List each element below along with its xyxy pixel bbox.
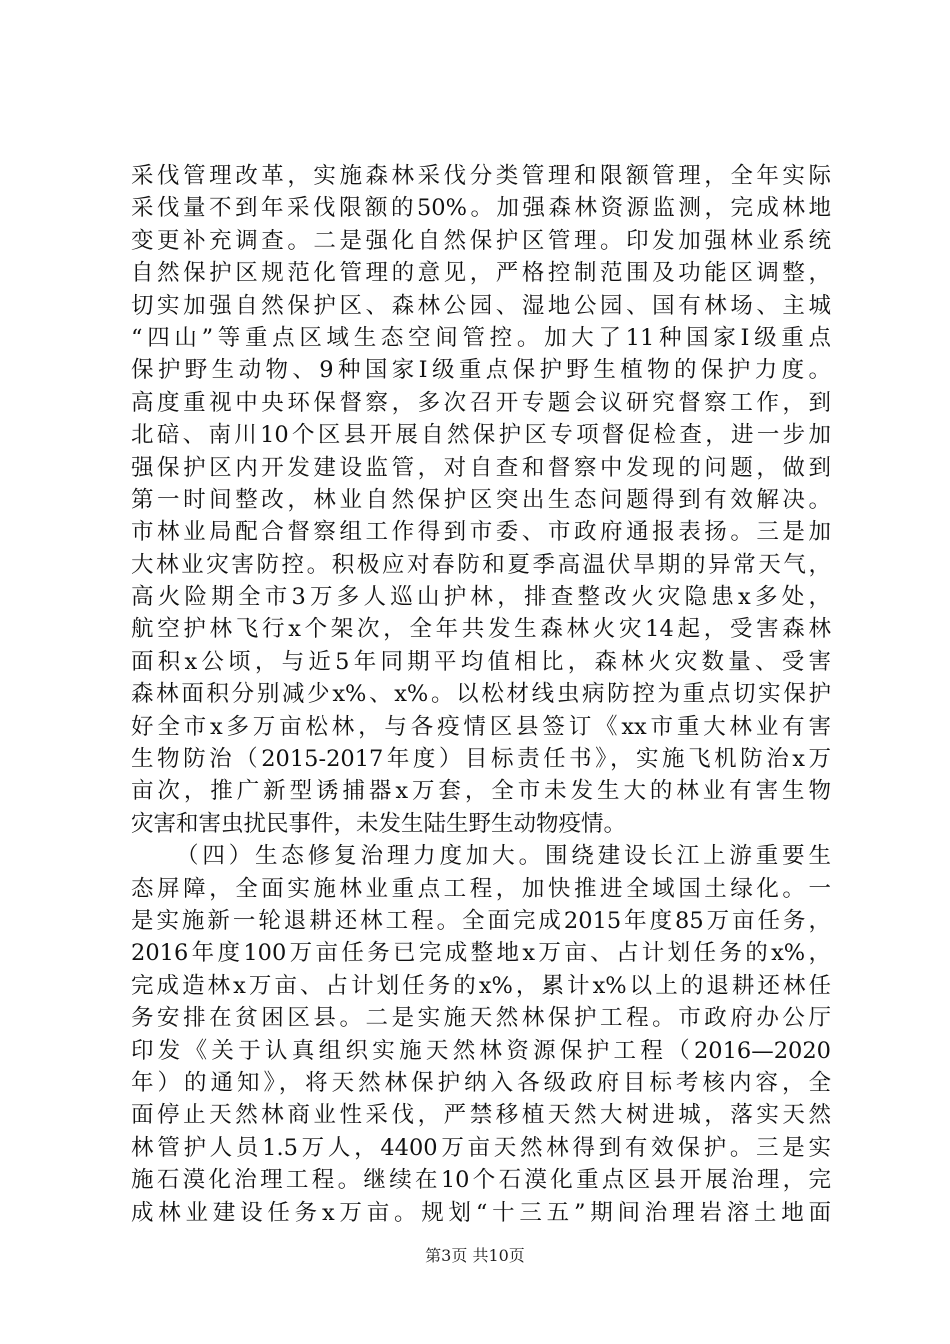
text-line: 亩次，推广新型诱捕器x万套，全市未发生大的林业有害生物 [131,778,831,805]
text-line: 面停止天然林商业性采伐，严禁移植天然大树进城，落实天然 [131,1102,831,1129]
text-line: 印发《关于认真组织实施天然林资源保护工程（2016—2020 [131,1037,831,1064]
text-line: 变更补充调查。二是强化自然保护区管理。印发加强林业系统 [131,227,831,254]
text-line: 是实施新一轮退耕还林工程。全面完成2015年度85万亩任务， [131,907,831,934]
text-line: 施石漠化治理工程。继续在10个石漠化重点区县开展治理，完 [131,1167,831,1194]
text-line: 强保护区内开发建设监管，对自查和督察中发现的问题，做到 [131,454,831,481]
page-number-footer: 第3页 共10页 [425,1246,525,1265]
text-line: 年）的通知》，将天然林保护纳入各级政府目标考核内容，全 [131,1069,831,1096]
text-line: 务安排在贫困区县。二是实施天然林保护工程。市政府办公厅 [131,1005,831,1032]
text-line: 生物防治（2015-2017年度）目标责任书》，实施飞机防治x万 [131,746,831,773]
text-line: 第一时间整改，林业自然保护区突出生态问题得到有效解决。 [131,486,831,513]
text-line: 高火险期全市3万多人巡山护林，排查整改火灾隐患x多处， [131,584,831,611]
text-line: 林管护人员1.5万人，4400万亩天然林得到有效保护。三是实 [131,1134,831,1161]
text-line: 保护野生动物、9种国家Ⅰ级重点保护野生植物的保护力度。 [131,357,831,384]
body-text [131,160,831,1229]
text-line: 大林业灾害防控。积极应对春防和夏季高温伏旱期的异常天气， [131,551,831,578]
text-line: 2016年度100万亩任务已完成整地x万亩、占计划任务的x%， [131,940,831,967]
text-line: 完成造林x万亩、占计划任务的x%，累计x%以上的退耕还林任 [131,972,831,999]
text-line: 森林面积分别减少x%、x%。以松材线虫病防控为重点切实保护 [131,681,831,708]
text-line: 成林业建设任务x万亩。规划“十三五”期间治理岩溶土地面 [131,1199,831,1226]
text-line: 北碚、南川10个区县开展自然保护区专项督促检查，进一步加 [131,422,831,449]
text-line: 灾害和害虫扰民事件，未发生陆生野生动物疫情。 [131,810,627,837]
section-heading-line: （四）生态修复治理力度加大。围绕建设长江上游重要生 [176,843,831,870]
text-line: 市林业局配合督察组工作得到市委、市政府通报表扬。三是加 [131,519,831,546]
text-line: 高度重视中央环保督察，多次召开专题会议研究督察工作，到 [131,389,831,416]
text-line: 切实加强自然保护区、森林公园、湿地公园、国有林场、主城 [131,292,831,319]
text-line: 好全市x多万亩松林，与各疫情区县签订《xx市重大林业有害 [131,713,831,740]
text-line: 自然保护区规范化管理的意见，严格控制范围及功能区调整， [131,260,831,287]
text-line: 采伐量不到年采伐限额的50%。加强森林资源监测，完成林地 [131,195,831,222]
text-line: “四山”等重点区域生态空间管控。加大了11种国家Ⅰ级重点 [131,324,831,351]
text-line: 态屏障，全面实施林业重点工程，加快推进全域国土绿化。一 [131,875,831,902]
text-line: 面积x公顷，与近5年同期平均值相比，森林火灾数量、受害 [131,648,831,675]
text-line: 采伐管理改革，实施森林采伐分类管理和限额管理，全年实际 [131,163,831,189]
text-line: 航空护林飞行x个架次，全年共发生森林火灾14起，受害森林 [131,616,831,643]
